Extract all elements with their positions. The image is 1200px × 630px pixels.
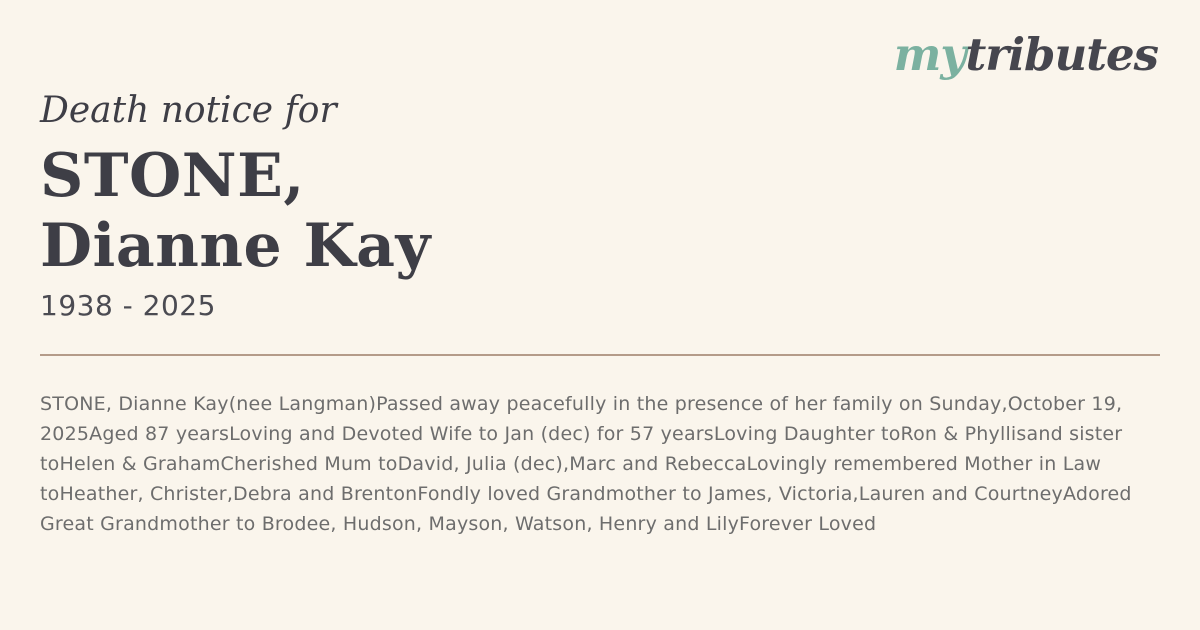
life-years: 1938 - 2025 xyxy=(40,289,216,322)
notice-type-label: Death notice for xyxy=(40,90,337,131)
deceased-given-names: Dianne Kay xyxy=(40,211,431,281)
divider-rule xyxy=(40,354,1160,356)
mytributes-logo[interactable] xyxy=(894,28,1158,81)
logo-tributes-text: tributes xyxy=(965,28,1158,81)
deceased-surname: STONE, xyxy=(40,141,305,211)
logo-my-text: my xyxy=(893,28,966,81)
deceased-name xyxy=(40,141,431,281)
notice-body-text: STONE, Dianne Kay(nee Langman)Passed away peacefully in the presence of her family on Sunday,October 19, 2025Aged 87 yearsLoving and Devoted Wife to Jan (dec) for 57 yearsLoving Daughter toRon & Phyllisand sister toHelen & GrahamCherished Mum toDavid, Julia (dec),Marc and RebeccaLovingly remembered Mother in Law toHeather, Christer,Debra and BrentonFondly loved Grandmother to James, Victoria,Lauren and CourtneyAdored Great Grandmother to Brodee, Hudson, Mayson, Watson, Henry and LilyForever Loved xyxy=(40,393,1132,535)
